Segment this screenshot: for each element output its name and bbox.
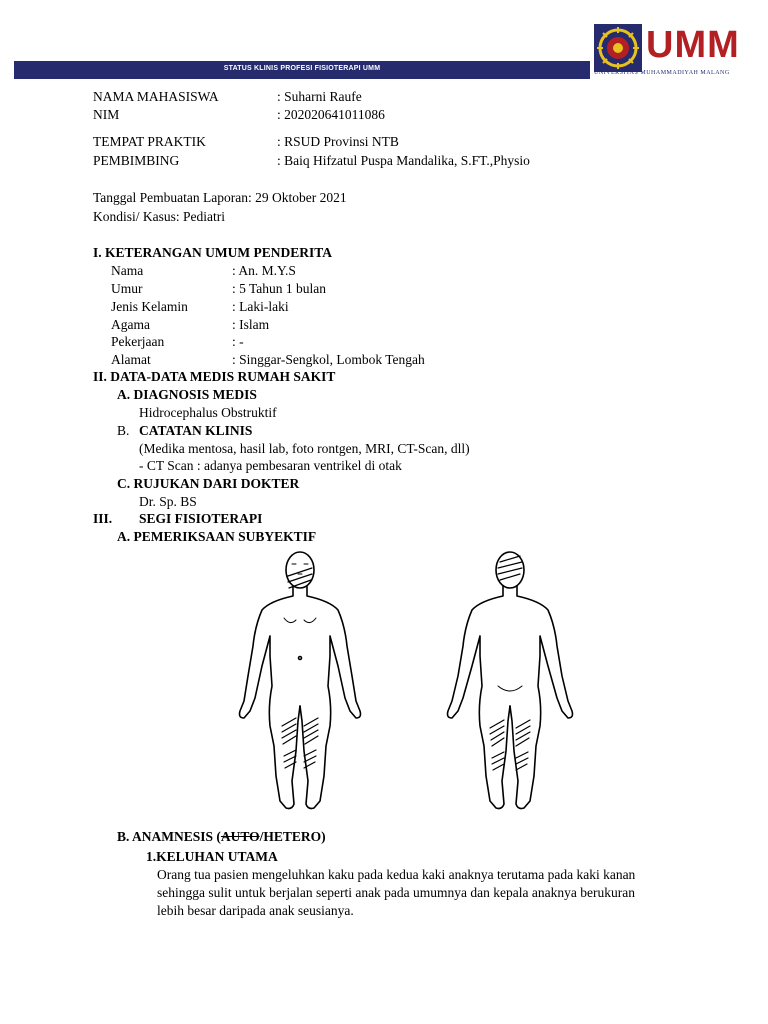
front-body-figure [240,552,361,809]
nama-label: NAMA MAHASISWA [93,89,219,104]
subyektif-title: A. PEMERIKSAAN SUBYEKTIF [117,529,317,544]
keluhan-line: sehingga sulit untuk berjalan seperti anak pada umumnya dan kepala anaknya berukuran [157,885,635,900]
pembimbing-value: : Baiq Hifzatul Puspa Mandalika, S.FT.,Physio [277,153,530,168]
row-label: Jenis Kelamin [111,299,188,314]
keluhan-line: lebih besar daripada anak seusianya. [157,903,354,918]
row-label: Agama [111,317,150,332]
catatan-label: B. [117,423,130,438]
row-value: : 5 Tahun 1 bulan [232,281,327,296]
logo-text: UMM [646,24,740,66]
umm-emblem-icon [594,24,642,72]
nim-label: NIM [93,107,120,122]
row-value: : - [232,334,244,349]
nama-value: : Suharni Raufe [277,89,362,104]
header-bar [14,61,590,79]
row-label: Pekerjaan [111,334,165,349]
catatan-title: CATATAN KLINIS [139,423,253,438]
row-value: : An. M.Y.S [232,263,296,278]
row-label: Umur [111,281,143,296]
tempat-label: TEMPAT PRAKTIK [93,134,206,149]
rujukan-text: Dr. Sp. BS [139,494,197,509]
logo-subtext: UNIVERSITAS MUHAMMADIYAH MALANG [594,70,730,76]
back-body-figure [448,552,573,809]
keluhan-line: Orang tua pasien mengeluhkan kaku pada kedua kaki anaknya terutama pada kaki kanan [157,867,636,882]
row-value: : Islam [232,317,270,332]
header-title: STATUS KLINIS PROFESI FISIOTERAPI UMM [223,65,381,72]
nim-value: : 202020641011086 [277,107,385,122]
section1-title: I. KETERANGAN UMUM PENDERITA [93,245,333,260]
tanggal-laporan: Tanggal Pembuatan Laporan: 29 Oktober 2021 [93,190,347,205]
anamnesis-auto-struck: AUTO [220,829,260,844]
anamnesis-prefix: B. ANAMNESIS ( [117,829,221,844]
row-value: : Laki-laki [232,299,289,314]
anamnesis-suffix: /HETERO) [259,829,326,844]
row-label: Nama [111,263,144,278]
anamnesis-title [117,829,326,845]
umm-logo [592,22,754,80]
section3-num: III. [93,511,113,526]
pembimbing-label: PEMBIMBING [93,153,180,168]
catatan-item: - CT Scan : adanya pembesaran ventrikel di otak [139,458,402,473]
row-value: : Singgar-Sengkol, Lombok Tengah [232,352,425,367]
keluhan-title: 1.KELUHAN UTAMA [146,849,278,864]
section3-title: SEGI FISIOTERAPI [139,511,263,526]
body-chart [0,546,768,826]
tempat-value: : RSUD Provinsi NTB [277,134,399,149]
section2-title: II. DATA-DATA MEDIS RUMAH SAKIT [93,369,336,384]
row-label: Alamat [111,352,151,367]
rujukan-title: C. RUJUKAN DARI DOKTER [117,476,300,491]
catatan-text: (Medika mentosa, hasil lab, foto rontgen, MRI, CT-Scan, dll) [139,441,470,456]
kondisi-kasus: Kondisi/ Kasus: Pediatri [93,209,225,224]
diagnosis-text: Hidrocephalus Obstruktif [139,405,277,420]
diagnosis-title: A. DIAGNOSIS MEDIS [117,387,257,402]
